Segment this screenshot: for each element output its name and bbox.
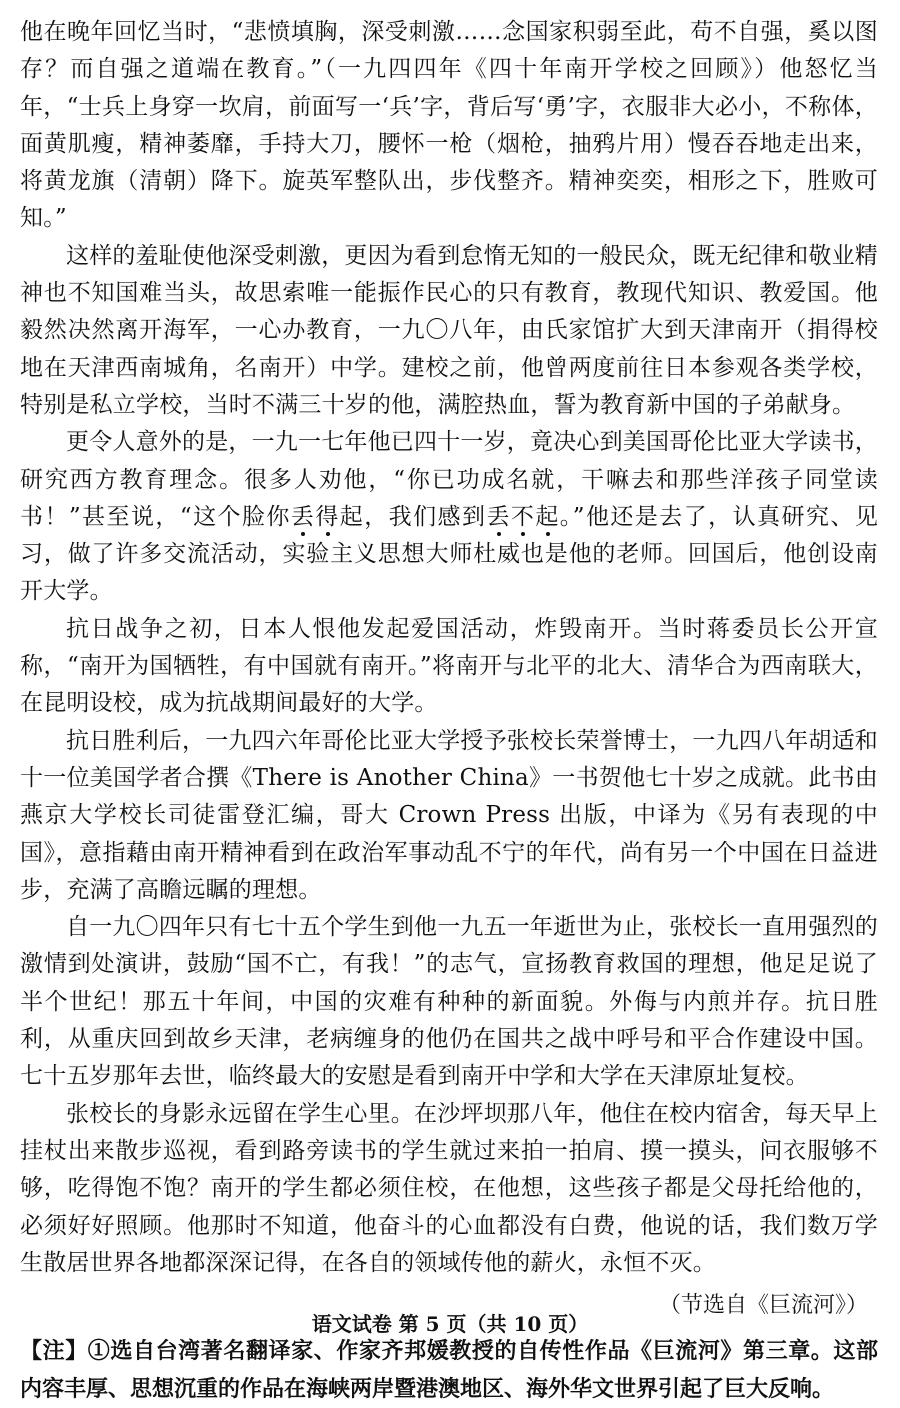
paragraph-7: 张校长的身影永远留在学生心里。在沙坪坝那八年，他住在校内宿舍，每天早上挂杖出来散步巡视，看到路旁读书的学生就过来拍一拍肩、摸一摸头，问衣服够不够，吃得饱不饱？南开的学生都必须住校，在他想，这些孩子都是父母托给他的，必须好好照顾。他那时不知道，他奋斗的心血都没有白费，他说的话，我们数万学生散居世界各地都深深记得，在各自的领域传他的薪火，永恒不灭。 [20, 1100, 878, 1276]
paragraph-4: 抗日战争之初，日本人恨他发起爱国活动，炸毁南开。当时蒋委员长公开宣称，“南开为国牺牲，有中国就有南开。”将南开与北平的北大、清华合为西南联大，在昆明设校，成为抗战期间最好的大学。 [20, 615, 878, 717]
footnote [20, 1332, 878, 1408]
paragraph-5: 抗日胜利后，一九四六年哥伦比亚大学授予张校长荣誉博士，一九四八年胡适和十一位美国学者合撰《There is Another China》一书贺他七十岁之成就。此书由燕京大学校长司徒雷登汇编，哥大 Crown Press 出版，中译为《另有表现的中国》，意指藉由南开精神看到在政治军事动乱不宁的年代，尚有另一个中国在日益进步，充满了高瞻远瞩的理想。 [20, 727, 878, 903]
reading-passage [20, 14, 878, 1282]
note-label: 【注】 [20, 1338, 88, 1365]
source-citation: （节选自《巨流河》） [658, 1293, 868, 1319]
paragraph-2: 这样的羞耻使他深受刺激，更因为看到怠惰无知的一般民众，既无纪律和敬业精神也不知国难当头，故思索唯一能振作民心的只有教育，教现代知识、教爱国。他毅然决然离开海军，一心办教育，一九〇八年，由氏家馆扩大到天津南开（捐得校地在天津西南城角，名南开）中学。建校之前，他曾两度前往日本参观各类学校，特别是私立学校，当时不满三十岁的他，满腔热血，誓为教育新中国的子弟献身。 [20, 242, 878, 418]
emphasis-char: 起 [535, 503, 560, 530]
emphasis-char: 得 [315, 503, 340, 530]
emphasis-char: 丢 [290, 503, 316, 530]
paragraph-3-part-1: 更令人意外的是，一九一七年他已四十一岁，竟决心到美国哥伦比亚大学读书，研究西方教育理念。很多人劝他，“你已功成名就，干嘛去和那些洋孩子同堂读书！”甚至说，“这个脸你 [20, 429, 878, 530]
paragraph-3-part-2: 。”他还是去了，认真研究、见习，做了许多交流活动，实验主义思想大师杜威也是他的老师。回国后，他创设南开大学。 [20, 503, 879, 605]
note-text: ①选自台湾著名翻译家、作家齐邦媛教授的自传性作品《巨流河》第三章。这部内容丰厚、思想沉重的作品在海峡两岸暨港澳地区、海外华文世界引起了巨大反响。 [20, 1338, 878, 1403]
paragraph-6: 自一九〇四年只有七十五个学生到他一九五一年逝世为止，张校长一直用强烈的激情到处演讲，鼓励“国不亡，有我！”的志气，宣扬教育救国的理想，他足足说了半个世纪！那五十年间，中国的灾难有种种的新面貌。外侮与内煎并存。抗日胜利，从重庆回到故乡天津，老病缠身的他仍在国共之战中呼号和平合作建设中国。七十五岁那年去世，临终最大的安慰是看到南开中学和大学在天津原址复校。 [20, 914, 878, 1090]
emphasis-char: 丢 [486, 503, 511, 530]
page-footer: 语文试卷 第 5 页（共 10 页） [311, 1312, 589, 1336]
paragraph-1: 他在晚年回忆当时，“悲愤填胸，深受刺激……念国家积弱至此，苟不自强，奚以图存？而自强之道端在教育。”（一九四四年《四十年南开学校之回顾》）他怒忆当年，“士兵上身穿一坎肩，前面写一‘兵’字，背后写‘勇’字，衣服非大必小，不称体，面黄肌瘦，精神萎靡，手持大刀，腰怀一枪（烟枪，抽鸦片用）慢吞吞地走出来，将黄龙旗（清朝）降下。旋英军整队出，步伐整齐。精神奕奕，相形之下，胜败可知。” [20, 19, 878, 232]
paragraph-3 [20, 424, 878, 610]
emphasis-char: 不 [510, 503, 536, 530]
paragraph-3-mid: 起，我们感到 [339, 503, 487, 530]
